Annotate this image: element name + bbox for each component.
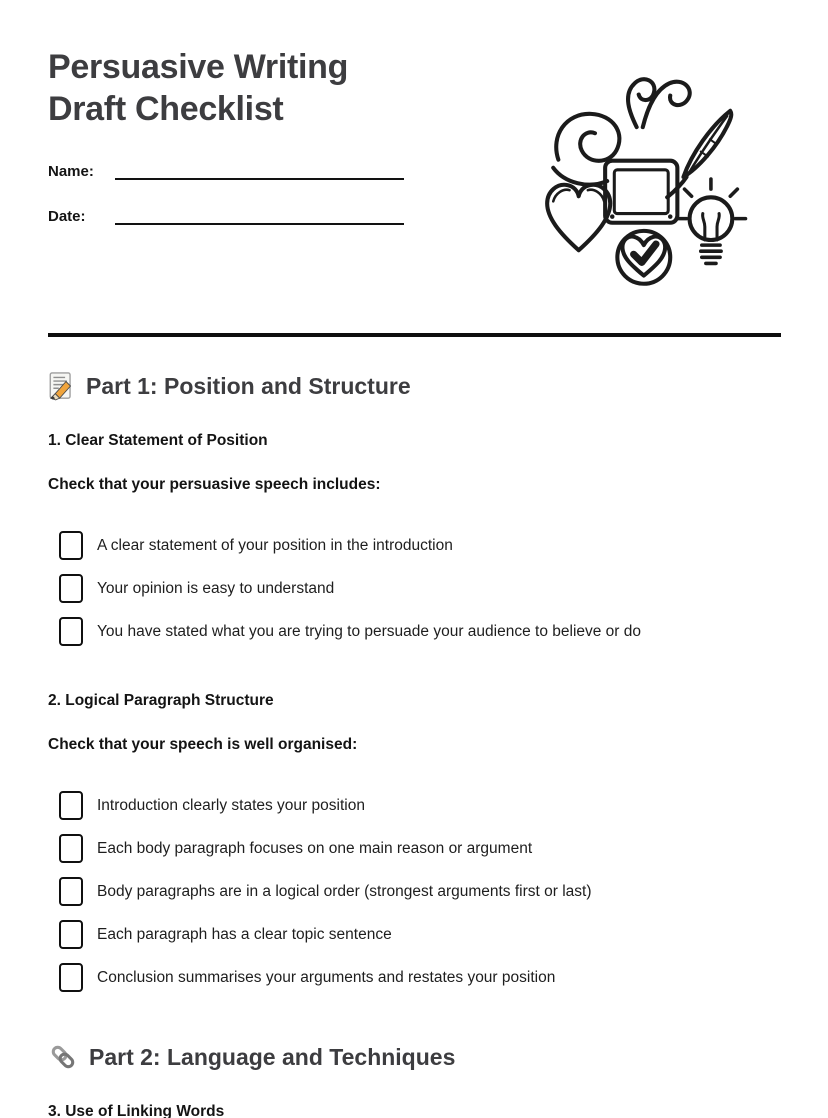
frame-icon: [605, 161, 677, 223]
checklist-item-label: Conclusion summarises your arguments and restates your position: [97, 968, 556, 986]
checklist-item: [59, 574, 781, 603]
name-input-line[interactable]: [115, 158, 404, 180]
heart-icon: [547, 185, 610, 250]
part-2-heading: [48, 1042, 781, 1072]
checklist-item: [59, 963, 781, 992]
checkbox[interactable]: [59, 617, 83, 646]
part-2-heading-label: Part 2: Language and Techniques: [89, 1043, 456, 1070]
page-title-line1: Persuasive Writing: [48, 48, 349, 86]
checkbox[interactable]: [59, 920, 83, 949]
checklist-2: [48, 791, 781, 992]
checklist-item-label: Body paragraphs are in a logical order (strongest arguments first or last): [97, 882, 592, 900]
checkbox[interactable]: [59, 531, 83, 560]
part-1-heading-label: Part 1: Position and Structure: [86, 372, 411, 399]
subsection-2-lead: Check that your speech is well organised:: [48, 736, 358, 753]
checkbox[interactable]: [59, 791, 83, 820]
checklist-item-label: Introduction clearly states your position: [97, 796, 365, 814]
name-label: Name:: [48, 163, 94, 180]
doodle-illustration: [538, 68, 774, 292]
checklist-item-label: You have stated what you are trying to persuade your audience to believe or do: [97, 622, 642, 640]
page-title-line2: Draft Checklist: [48, 90, 284, 128]
subsection-1-lead: Check that your persuasive speech includes:: [48, 476, 381, 493]
checklist-item: [59, 531, 781, 560]
subsection-2-title: 2. Logical Paragraph Structure: [48, 692, 274, 709]
swirl-flourish-icon: [628, 79, 690, 127]
checkbox[interactable]: [59, 834, 83, 863]
lightbulb-icon: [676, 179, 745, 263]
checkbox[interactable]: [59, 963, 83, 992]
checklist-item: [59, 920, 781, 949]
checklist-item: [59, 791, 781, 820]
checklist-item-label: Each body paragraph focuses on one main reason or argument: [97, 839, 533, 857]
checklist-item-label: A clear statement of your position in the introduction: [97, 536, 453, 554]
checklist-item: [59, 877, 781, 906]
spiral-icon: [553, 114, 619, 185]
memo-icon: [48, 371, 75, 401]
date-input-line[interactable]: [115, 203, 404, 225]
checkbox[interactable]: [59, 574, 83, 603]
checklist-item: [59, 617, 781, 646]
subsection-1-title: 1. Clear Statement of Position: [48, 432, 268, 449]
section-divider: [48, 333, 781, 337]
checklist-item-label: Each paragraph has a clear topic sentence: [97, 925, 392, 943]
checklist-item-label: Your opinion is easy to understand: [97, 579, 335, 597]
checkbox[interactable]: [59, 877, 83, 906]
checklist-item: [59, 834, 781, 863]
heart-check-badge-icon: [617, 231, 670, 284]
link-icon: [48, 1042, 78, 1072]
checklist-1: [48, 531, 781, 646]
subsection-3-title: 3. Use of Linking Words: [48, 1103, 225, 1118]
date-label: Date:: [48, 208, 86, 225]
part-1-heading: [48, 371, 781, 401]
